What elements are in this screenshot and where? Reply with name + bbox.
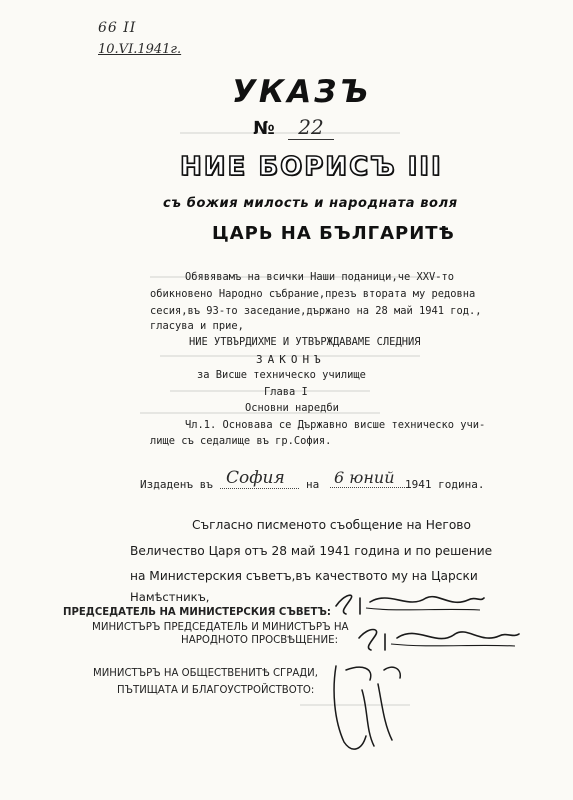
law-subject: за Висше техническо училище	[197, 369, 366, 381]
consent-line-3: на Министерския съветъ,въ качеството му на Царски	[130, 569, 478, 583]
number-prefix: №	[253, 118, 275, 139]
issued-date: 6 юний	[330, 468, 411, 488]
archive-note	[98, 20, 181, 57]
decree-title: УКАЗЪ	[232, 74, 372, 110]
decree-number	[253, 115, 334, 139]
announcement-line-3: сесия,въ 93-то заседание,държано на 28 май 1941 год.,	[150, 305, 482, 317]
minister-title-line-1: МИНИСТЪРЪ ПРЕДСЕДАТЕЛЬ И МИНИСТЪРЪ НА	[92, 620, 349, 633]
issued-year: 1941 година.	[405, 478, 485, 491]
issued-place: София	[220, 468, 299, 489]
approval-line: НИЕ УТВЪРДИХМЕ И УТВЪРЖДАВАМЕ СЛЕДНИЯ	[189, 336, 421, 348]
works-minister-line-2: ПЪТИЩАТА И БЛАГОУСТРОЙСТВОТО:	[117, 683, 315, 696]
consent-line-1: Съгласно писменото съобщение на Негово	[192, 518, 471, 532]
number-value: 22	[288, 115, 333, 140]
article-line-1: Чл.1. Основава се Държавно висше техническо учи-	[185, 419, 486, 431]
announcement-line-2: обикновено Народно събрание,презъ втората му редовна	[150, 288, 476, 300]
announcement-line-1: Обявявамъ на всички Наши поданици,че XXV-то	[185, 271, 454, 283]
tsar-title: ЦАРЬ НА БЪЛГАРИТѢ	[212, 223, 455, 244]
chapter-title: Основни наредби	[245, 402, 339, 414]
issued-on-word: на	[306, 478, 320, 491]
issued-prefix: Издаденъ въ	[140, 478, 213, 491]
signature-works-minister	[322, 650, 412, 760]
law-word: ЗАКОНЪ	[256, 353, 326, 366]
consent-line-2: Величество Царя отъ 28 май 1941 година и по решение	[130, 544, 493, 558]
chapter-number: Глава I	[264, 386, 308, 398]
announcement-line-4: гласува и прие,	[150, 320, 244, 332]
article-line-2: лище съ седалище въ гр.София.	[150, 435, 332, 447]
chairman-title: ПРЕДСЕДАТЕЛЬ НА МИНИСТЕРСКИЯ СЪВЕТЪ:	[63, 605, 331, 618]
works-minister-line-1: МИНИСТЪРЪ НА ОБЩЕСТВЕНИТѢ СГРАДИ,	[93, 666, 318, 679]
archive-note-line1: 66 ІІ	[98, 20, 137, 36]
grace-formula: съ божия милость и народната воля	[163, 196, 458, 211]
monarch-name: НИЕ БОРИСЪ III	[180, 152, 443, 182]
archive-note-line2: 10.VI.1941г.	[98, 42, 182, 57]
consent-line-4: Намѣстникъ,	[130, 590, 210, 604]
minister-title-line-2: НАРОДНОТО ПРОСВѢЩЕНИЕ:	[181, 633, 339, 646]
signature-chairman	[330, 588, 490, 620]
